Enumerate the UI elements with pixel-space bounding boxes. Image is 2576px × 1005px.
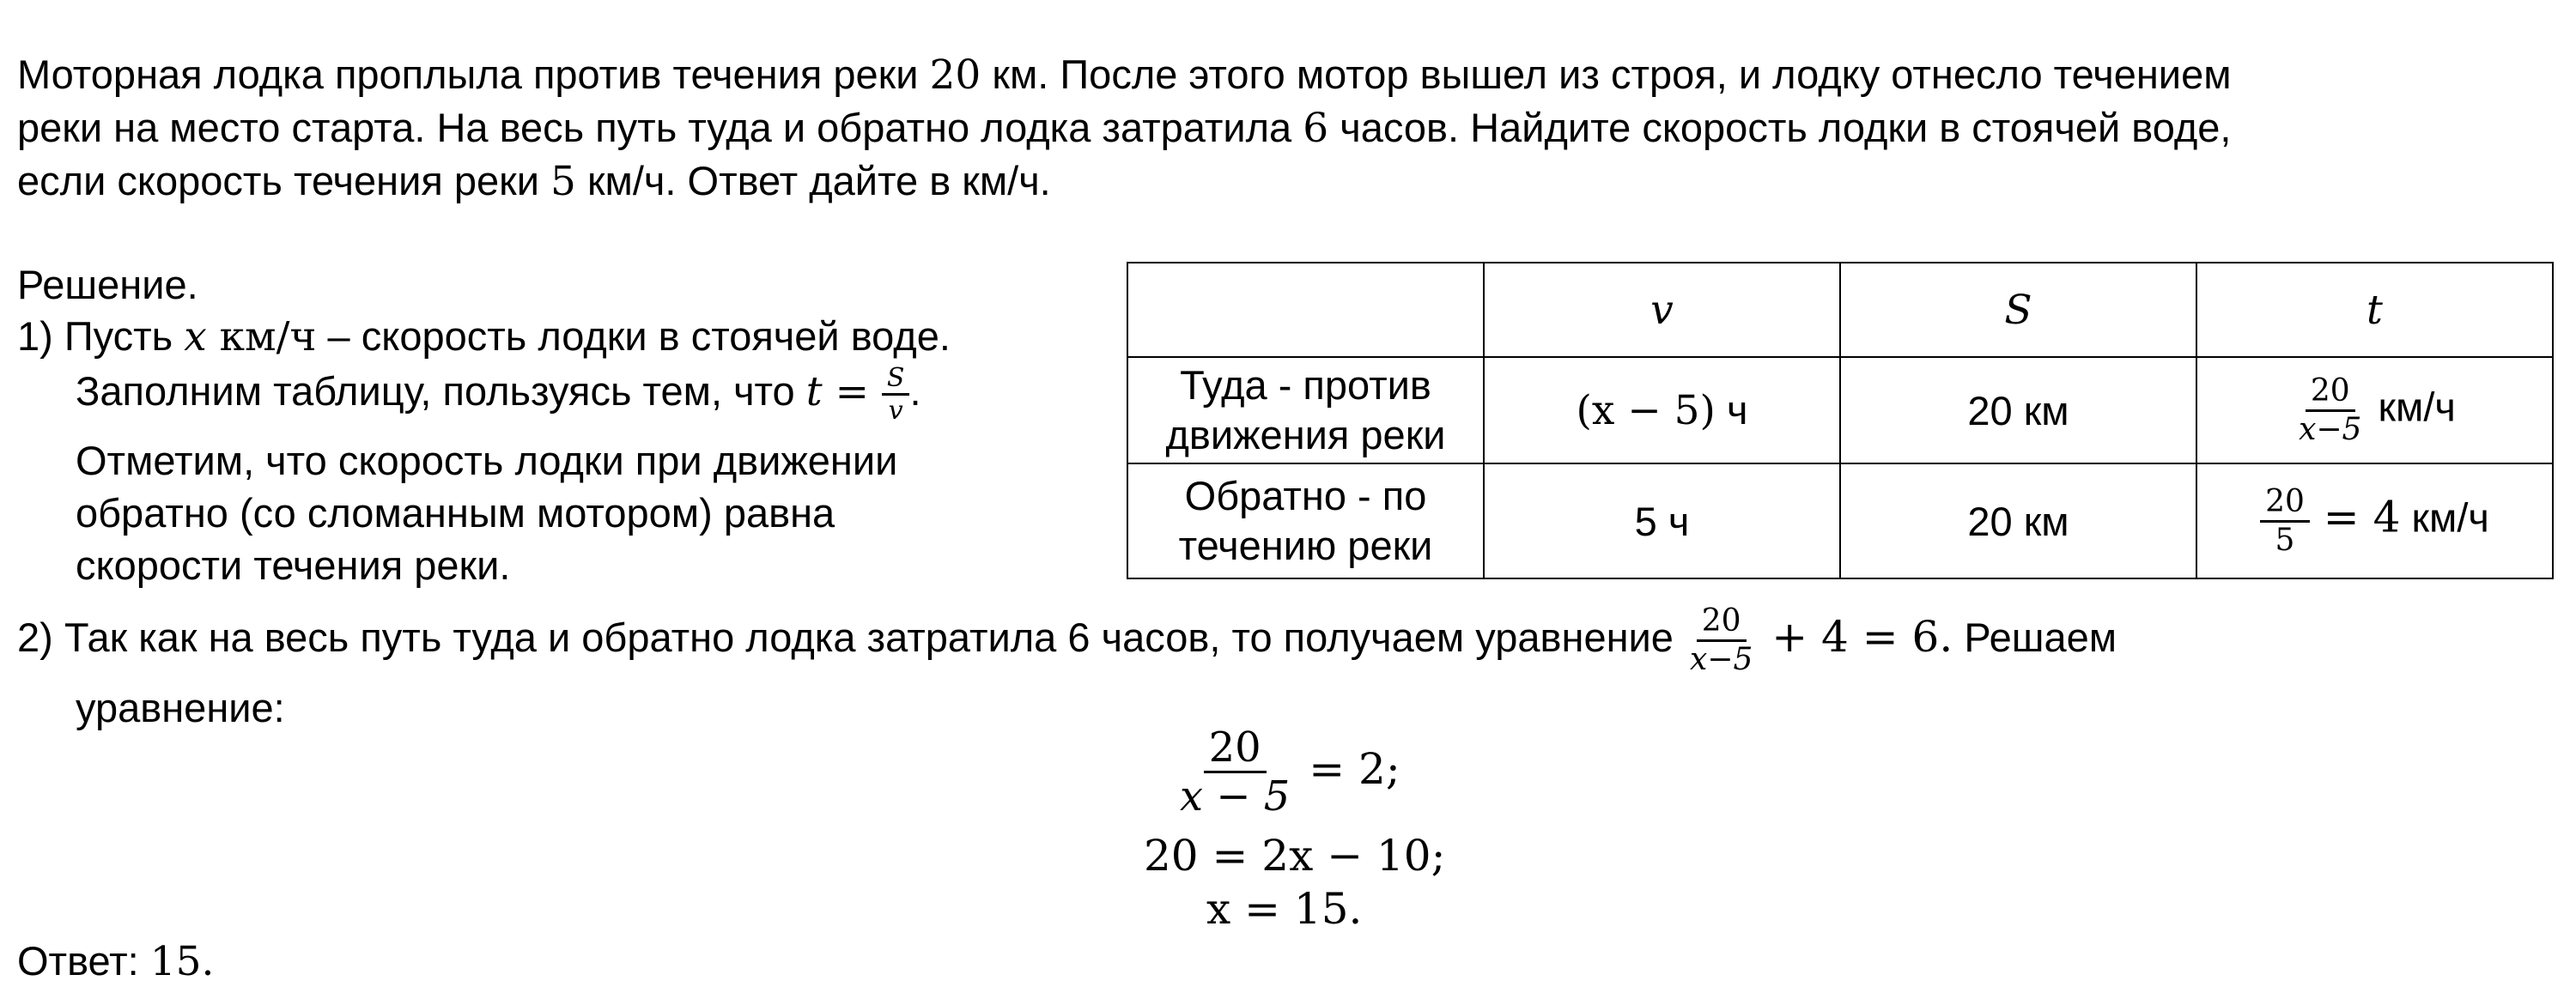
label-line: Туда - против bbox=[1180, 362, 1431, 408]
numerator: 20 bbox=[2260, 486, 2310, 523]
text: реки на место старта. На весь путь туда и обратно лодка затратила bbox=[17, 105, 1303, 150]
numerator: 20 bbox=[2306, 375, 2355, 412]
label-line: Обратно - по bbox=[1184, 473, 1427, 518]
text: Моторная лодка проплыла против течения реки bbox=[17, 51, 930, 97]
fraction bbox=[2293, 372, 2366, 447]
denominator: 5 bbox=[2275, 522, 2295, 558]
table-row bbox=[1127, 463, 2553, 578]
text: Заполним таблицу, пользуясь тем, что bbox=[76, 368, 806, 414]
period: . bbox=[909, 368, 921, 414]
header-t: t bbox=[2196, 263, 2553, 357]
unit: км/ч bbox=[2366, 384, 2456, 430]
problem-line-2 bbox=[17, 101, 2231, 155]
number: 5 bbox=[550, 158, 576, 205]
answer-value: 15. bbox=[149, 938, 215, 985]
step-1-line-4: обратно (со сломанным мотором) равна bbox=[76, 490, 835, 536]
step-2-line-1 bbox=[17, 594, 2117, 680]
step-2-line-2: уравнение: bbox=[76, 685, 285, 730]
unit: ч bbox=[1715, 387, 1748, 433]
unit: км/ч bbox=[206, 313, 317, 360]
fraction bbox=[1175, 723, 1295, 821]
variable: x bbox=[184, 313, 207, 360]
unit: км/ч bbox=[2400, 494, 2489, 541]
table-row bbox=[1127, 357, 2553, 463]
problem-line-1 bbox=[17, 48, 2232, 102]
row-label bbox=[1127, 357, 1484, 463]
fraction bbox=[2260, 483, 2310, 558]
row-label bbox=[1127, 463, 1484, 578]
step-1-line-1 bbox=[17, 310, 951, 364]
label-line: течению реки bbox=[1178, 523, 1433, 568]
answer-label: Ответ: bbox=[17, 938, 150, 984]
table-cell-empty bbox=[1127, 263, 1484, 357]
numerator: 20 bbox=[1697, 605, 1747, 642]
step-number: 2) bbox=[17, 615, 53, 660]
denominator: v bbox=[888, 396, 903, 427]
table-header-row bbox=[1127, 263, 2553, 357]
equation-2: 20 = 2x − 10; bbox=[1144, 831, 1446, 881]
number: 20 bbox=[929, 51, 981, 99]
denominator: x−5 bbox=[2299, 411, 2362, 447]
text: км. После этого мотор вышел из строя, и лодку отнесло течением bbox=[981, 51, 2232, 97]
text: часов. Найдите скорость лодки в стоячей воде, bbox=[1328, 105, 2232, 150]
equation-rest: = 2; bbox=[1295, 743, 1400, 794]
step-1-line-5: скорости течения реки. bbox=[76, 542, 511, 588]
expression: (x − 5) bbox=[1576, 387, 1716, 434]
fraction bbox=[882, 362, 910, 427]
text: Так как на весь путь туда и обратно лодка затратила 6 часов, то получаем уравнение bbox=[52, 615, 1685, 660]
solution-heading: Решение. bbox=[17, 262, 198, 307]
fraction bbox=[1685, 605, 1758, 676]
denominator: x−5 bbox=[1690, 642, 1753, 678]
numerator: 20 bbox=[1204, 726, 1267, 773]
label-line: движения реки bbox=[1165, 412, 1446, 457]
header-v: v bbox=[1484, 263, 1840, 357]
text: км/ч. Ответ дайте в км/ч. bbox=[575, 158, 1051, 203]
equals-value: = 4 bbox=[2309, 492, 2401, 542]
variable: t bbox=[805, 368, 823, 415]
step-1-line-3: Отметим, что скорость лодки при движении bbox=[76, 438, 898, 483]
header-s: S bbox=[1840, 263, 2196, 357]
equation-3: x = 15. bbox=[1206, 884, 1363, 934]
step-1-line-2 bbox=[76, 359, 921, 427]
answer bbox=[17, 935, 215, 989]
numerator: S bbox=[882, 365, 910, 397]
text: Решаем bbox=[1953, 615, 2117, 660]
equals: = bbox=[822, 368, 882, 415]
number: 6 bbox=[1303, 105, 1329, 152]
cell-v bbox=[1484, 357, 1840, 463]
text: если скорость течения реки bbox=[17, 158, 551, 203]
text: Пусть bbox=[52, 313, 185, 359]
cell-s: 20 км bbox=[1840, 463, 2196, 578]
equation-1 bbox=[1175, 723, 1400, 821]
equation-rest: + 4 = 6. bbox=[1758, 612, 1953, 662]
cell-s: 20 км bbox=[1840, 357, 2196, 463]
cell-t bbox=[2196, 357, 2553, 463]
text: – скорость лодки в стоячей воде. bbox=[316, 313, 951, 359]
problem-line-3 bbox=[17, 154, 1051, 209]
cell-t bbox=[2196, 463, 2553, 578]
step-number: 1) bbox=[17, 313, 53, 359]
denominator: x − 5 bbox=[1180, 772, 1291, 821]
data-table bbox=[1127, 262, 2554, 579]
cell-v: 5 ч bbox=[1484, 463, 1840, 578]
